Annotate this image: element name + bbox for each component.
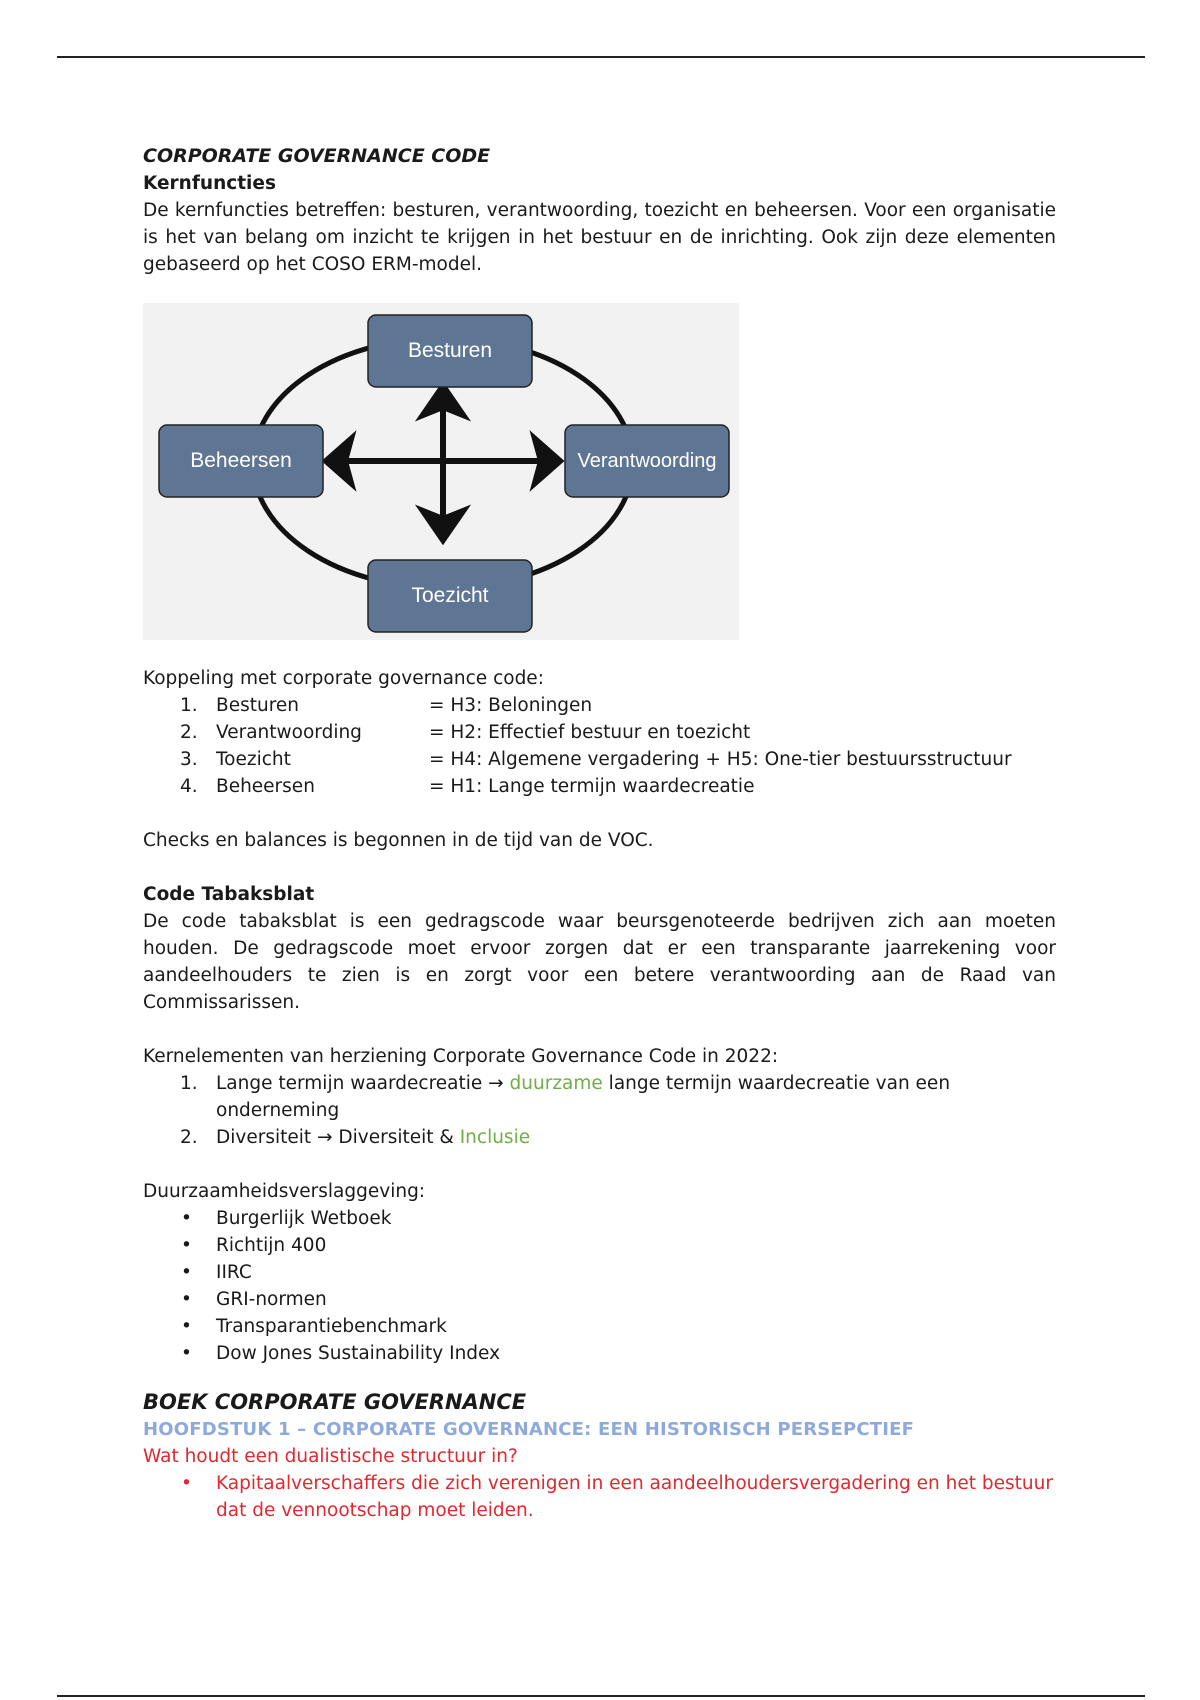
list-item: 1. Lange termijn waardecreatie → duurzame lange termijn waardecreatie van een onderneming [180,1073,951,1121]
kernelementen-intro: Kernelementen van herziening Corporate Governance Code in 2022: [143,1046,779,1067]
node-verantwoording [565,425,729,497]
node-toezicht-label: Toezicht [411,584,489,607]
intro-paragraph: De kernfuncties betreffen: besturen, verantwoording, toezicht en beheersen. Voor een organisatie is het van belang om inzicht te krijgen in het bestuur en de inrichting. Ook zijn deze elementen gebaseerd op het COSO ERM-model. [143,200,1056,275]
node-verantwoording-label: Verantwoording [577,450,717,472]
list-item: • GRI-normen [143,1286,1056,1313]
footer-rule [57,1695,1145,1697]
duurzaamheid-intro: Duurzaamheidsverslaggeving: [143,1181,426,1202]
node-besturen-label: Besturen [407,339,493,362]
list-item: • Transparantiebenchmark [143,1313,1056,1340]
kernfuncties-diagram [143,303,739,640]
koppeling-list [143,692,1056,800]
list-item: • IIRC [143,1259,1056,1286]
list-item: 2. Verantwoording = H2: Effectief bestuur en toezicht [180,722,751,743]
list-item: • Kapitaalverschaffers die zich verenigen in een aandeelhoudersvergadering en het bestuur dat de vennootschap moet leiden. [143,1470,1056,1524]
book-title: BOEK CORPORATE GOVERNANCE [143,1390,527,1414]
node-toezicht [368,560,532,632]
kernelementen-list [143,1070,1056,1151]
list-item: 2. Diversiteit → Diversiteit & Inclusie [180,1127,531,1148]
tabaksblat-paragraph: De code tabaksblat is een gedragscode waar beursgenoteerde bedrijven zich aan moeten houden. De gedragscode moet ervoor zorgen dat er een transparante jaarrekening voor aandeelhouders te zien is en zorgt voor een betere verantwoording aan de Raad van Commissarissen. [143,911,1056,1013]
list-item: 3. Toezicht = H4: Algemene vergadering + H5: One-tier bestuursstructuur [180,749,1012,770]
chapter-heading: HOOFDSTUK 1 – CORPORATE GOVERNANCE: EEN HISTORISCH PERSEPCTIEF [143,1419,915,1440]
tabaksblat-heading: Code Tabaksblat [143,884,315,905]
section-title: CORPORATE GOVERNANCE CODE [143,145,491,167]
list-item: • Burgerlijk Wetboek [143,1205,1056,1232]
list-item: • Richtijn 400 [143,1232,1056,1259]
list-item: • Dow Jones Sustainability Index [143,1340,1056,1367]
node-besturen [368,315,532,387]
checks-paragraph: Checks en balances is begonnen in de tijd van de VOC. [143,830,654,851]
cross-arrows [326,386,560,540]
document-body [143,143,1056,1524]
koppeling-intro: Koppeling met corporate governance code: [143,668,544,689]
header-rule [57,56,1145,58]
answer-list [143,1470,1056,1524]
question: Wat houdt een dualistische structuur in? [143,1446,518,1467]
node-beheersen [159,425,323,497]
node-beheersen-label: Beheersen [190,449,292,472]
subheading-kernfuncties: Kernfuncties [143,173,276,194]
duurzaamheid-list [143,1205,1056,1367]
list-item: 4. Beheersen = H1: Lange termijn waardecreatie [180,776,755,797]
list-item: 1. Besturen = H3: Beloningen [180,695,593,716]
